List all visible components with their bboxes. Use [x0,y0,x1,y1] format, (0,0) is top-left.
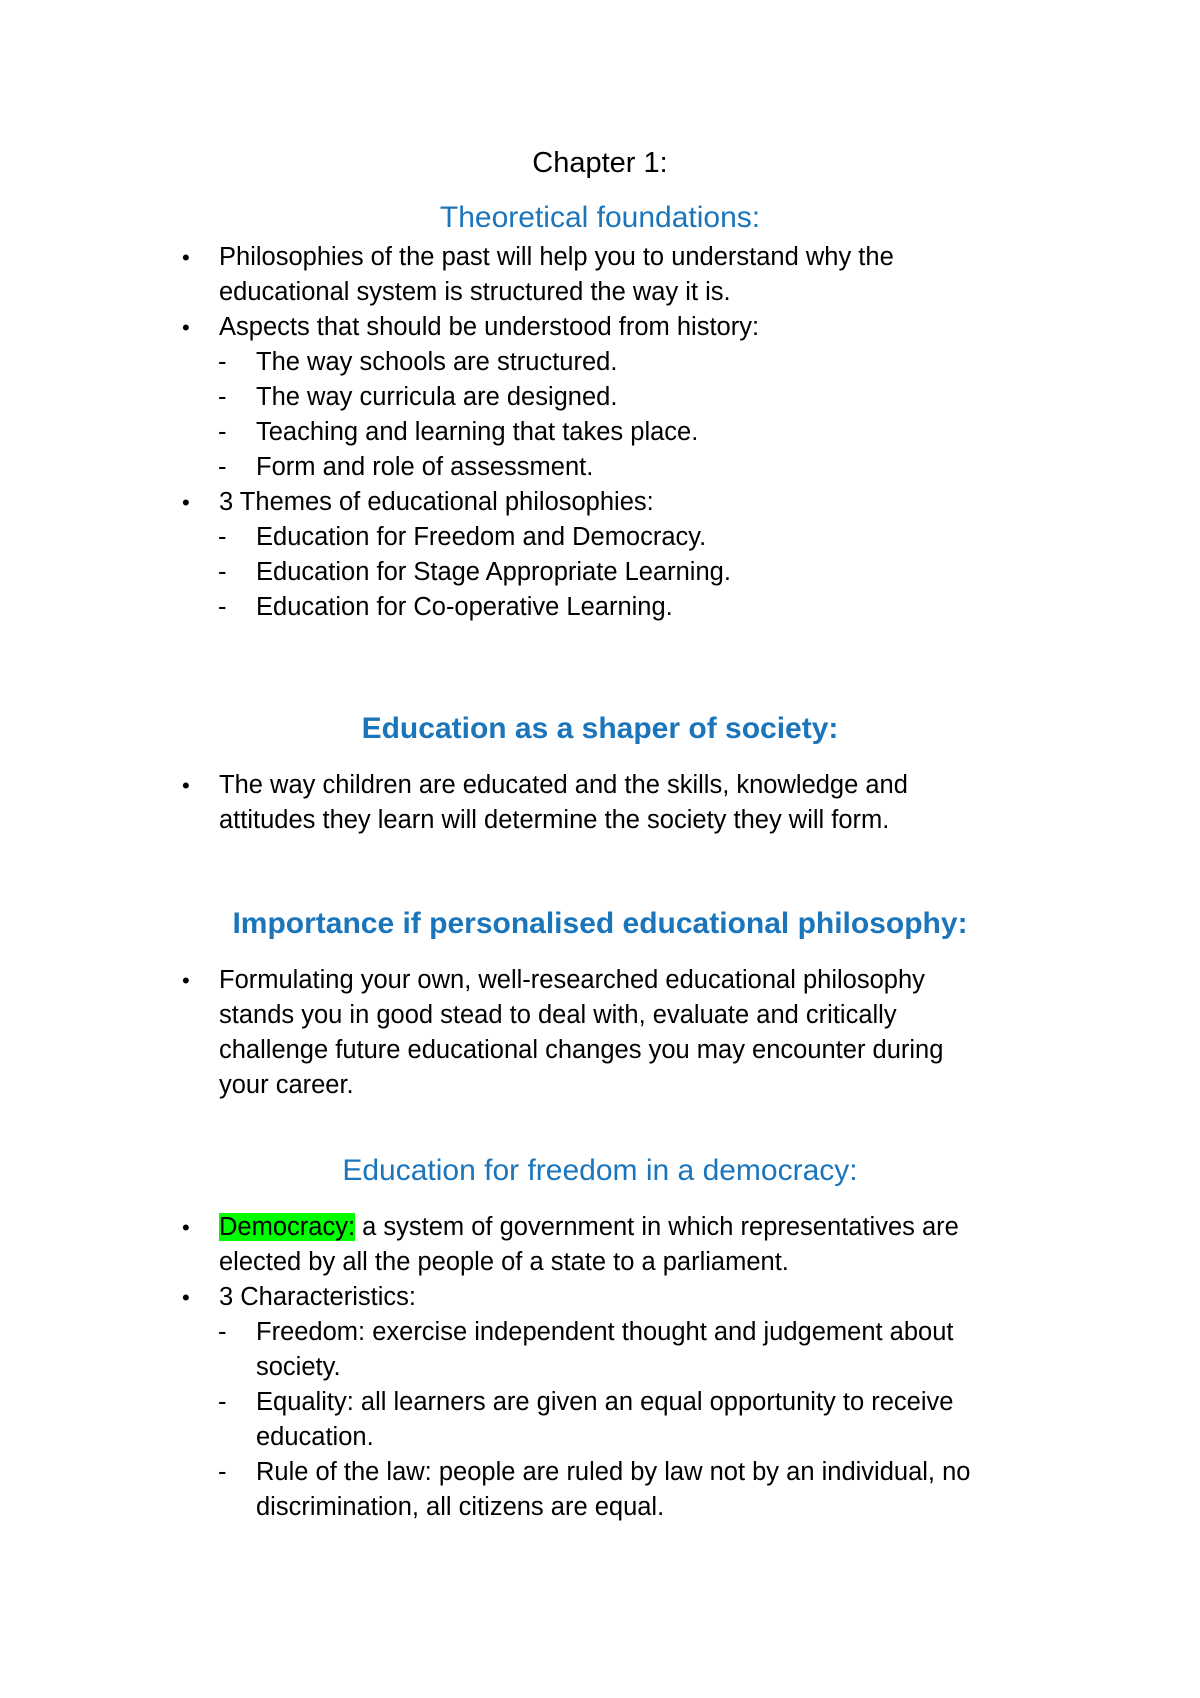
list-item [0,963,1200,998]
list-item-text [219,1210,959,1245]
list-item-text: Freedom: exercise independent thought and judgement about [256,1318,954,1346]
list-item-text: Education for Co-operative Learning. [256,593,673,621]
list-item [0,240,1200,275]
list-item [0,275,1200,310]
list-item [0,310,1200,345]
list-item [0,415,1200,450]
bullet-icon: • [182,1215,190,1240]
list-item [0,803,1200,838]
list-item-text: Teaching and learning that takes place. [256,418,699,446]
list-item [0,1210,1200,1245]
section-list-theoretical-foundations [0,240,1200,625]
list-item [0,1455,1200,1490]
list-item-text: Education for Freedom and Democracy. [256,523,707,551]
list-item [0,1280,1200,1315]
bullet-icon: • [182,315,190,340]
bullet-icon: • [182,968,190,993]
list-item-text: Philosophies of the past will help you to understand why the [219,243,894,271]
section-heading-freedom-democracy: Education for freedom in a democracy: [342,1154,858,1187]
dash-icon: - [218,348,227,376]
list-item-text: Education for Stage Appropriate Learning. [256,558,731,586]
list-item [0,768,1200,803]
list-item-text: 3 Themes of educational philosophies: [219,488,654,516]
section-heading-personalised-philosophy: Importance if personalised educational philosophy: [232,907,968,940]
dash-icon: - [218,558,227,586]
bullet-icon: • [182,773,190,798]
list-item-text: Aspects that should be understood from history: [219,313,760,341]
list-item-text: The way children are educated and the skills, knowledge and [219,771,908,799]
section-heading-education-shaper: Education as a shaper of society: [361,712,839,745]
list-item-text: your career. [219,1071,354,1099]
list-item [0,1068,1200,1103]
section-list-freedom-democracy [0,1210,1200,1525]
dash-icon: - [218,383,227,411]
list-item-text: 3 Characteristics: [219,1283,416,1311]
section-list-personalised-philosophy [0,963,1200,1103]
list-item [0,1033,1200,1068]
list-item-text: discrimination, all citizens are equal. [256,1493,665,1521]
dash-icon: - [218,453,227,481]
definition-text: a system of government in which representatives are [355,1213,959,1241]
list-item [0,380,1200,415]
list-item-text: educational system is structured the way it is. [219,278,731,306]
list-item [0,485,1200,520]
section-list-education-shaper [0,768,1200,838]
list-item-text: Formulating your own, well-researched educational philosophy [219,966,925,994]
section-heading-theoretical-foundations: Theoretical foundations: [439,201,761,234]
bullet-icon: • [182,1285,190,1310]
list-item [0,520,1200,555]
list-item-text: challenge future educational changes you may encounter during [219,1036,944,1064]
dash-icon: - [218,593,227,621]
list-item [0,345,1200,380]
list-item [0,1350,1200,1385]
list-item [0,450,1200,485]
list-item [0,1490,1200,1525]
list-item-text: The way curricula are designed. [256,383,618,411]
dash-icon: - [218,523,227,551]
bullet-icon: • [182,245,190,270]
list-item-text: Form and role of assessment. [256,453,594,481]
list-item-text: The way schools are structured. [256,348,618,376]
list-item-text: Equality: all learners are given an equal opportunity to receive [256,1388,954,1416]
list-item-text: Rule of the law: people are ruled by law not by an individual, no [256,1458,971,1486]
list-item [0,998,1200,1033]
list-item [0,1385,1200,1420]
list-item [0,590,1200,625]
dash-icon: - [218,418,227,446]
chapter-title: Chapter 1: [532,147,668,179]
list-item [0,1315,1200,1350]
list-item [0,1420,1200,1455]
highlighted-term: Democracy: [219,1213,356,1241]
list-item-text: society. [256,1353,341,1381]
list-item-text: stands you in good stead to deal with, evaluate and critically [219,1001,897,1029]
list-item-text: education. [256,1423,374,1451]
dash-icon: - [218,1318,227,1346]
list-item [0,555,1200,590]
list-item-text: attitudes they learn will determine the society they will form. [219,806,890,834]
list-item-text: elected by all the people of a state to a parliament. [219,1248,789,1276]
dash-icon: - [218,1388,227,1416]
list-item [0,1245,1200,1280]
dash-icon: - [218,1458,227,1486]
bullet-icon: • [182,490,190,515]
